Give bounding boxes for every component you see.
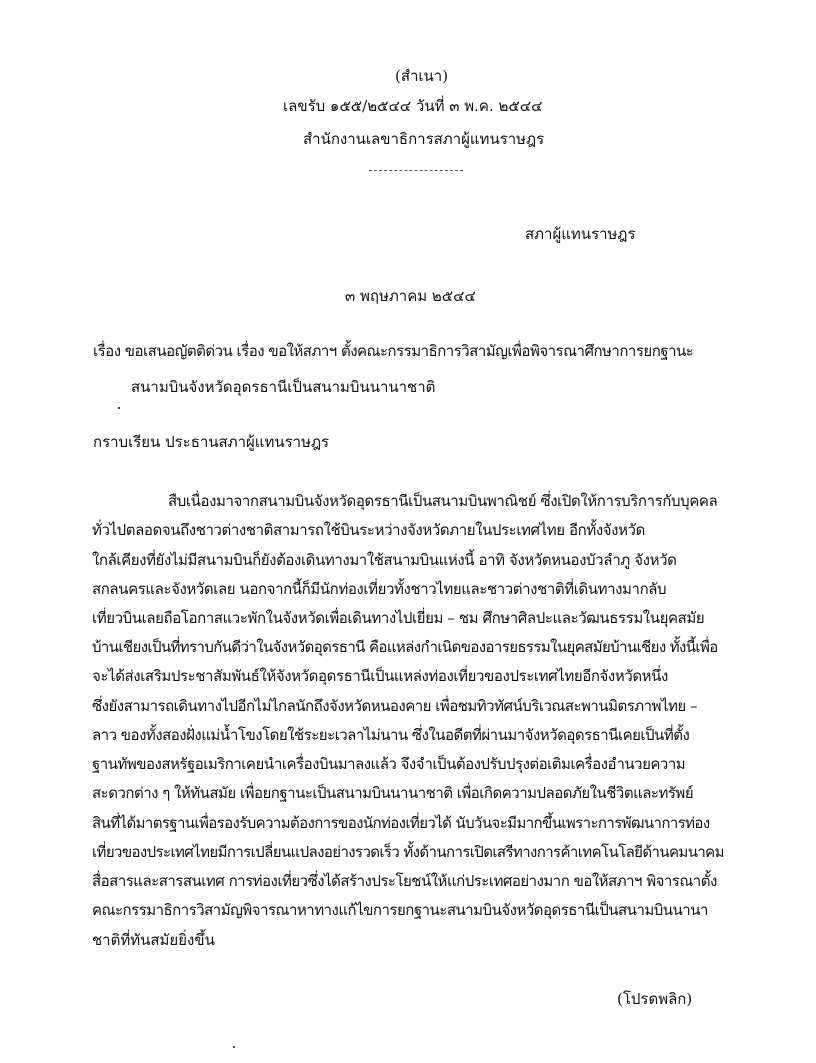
salutation: กราบเรียน ประธานสภาผู้แทนราษฎร — [93, 433, 330, 451]
body-line: คณะกรรมาธิการวิสามัญพิจารณาหาทางแก้ไขการยกฐานะสนามบินจังหวัดอุดรธานีเป็นสนามบินนานา — [92, 901, 708, 919]
body-line: สืบเนื่องมาจากสนามบินจังหวัดอุดรธานีเป็นสนามบินพาณิชย์ ซึ่งเปิดให้การบริการกับบุคคล — [168, 492, 718, 510]
document-date: ๓ พฤษภาคม ๒๕๔๔ — [345, 287, 476, 305]
receipt-line: เลขรับ ๑๕๕/๒๕๔๔ วันที่ ๓ พ.ค. ๒๕๔๔ — [283, 97, 543, 115]
body-line: เที่ยวของประเทศไทยมีการเปลี่ยนแปลงอย่างรวดเร็ว ทั้งด้านการเปิดเสรีทางการค้าเทคโนโลยีด้านคมนาคม — [92, 843, 724, 861]
subject-line-2: สนามบินจังหวัดอุดรธานีเป็นสนามบินนานาชาติ — [131, 378, 436, 396]
body-line: เที่ยวบินเลยถือโอกาสแวะพักในจังหวัดเพื่อเดินทางไปเยี่ยม – ชม ศึกษาศิลปะและวัฒนธรรมในยุคสมัย — [92, 609, 705, 627]
subject-line-1: เรื่อง ขอเสนอญัตติด่วน เรื่อง ขอให้สภาฯ ตั้งคณะกรรมาธิการวิสามัญเพื่อพิจารณาศึกษาการยกฐานะ — [93, 342, 694, 360]
body-line: ชาติที่ทันสมัยยิ่งขึ้น — [92, 931, 215, 949]
body-line: สกลนครและจังหวัดเลย นอกจากนี้ก็มีนักท่องเที่ยวทั้งชาวไทยและชาวต่างชาติที่เดินทางมากลับ — [92, 580, 667, 598]
sender: สภาผู้แทนราษฎร — [525, 225, 636, 243]
body-line: สะดวกต่าง ๆ ให้ทันสมัย เพื่อยกฐานะเป็นสนามบินนานาชาติ เพื่อเกิดความปลอดภัยในชีวิตและทรัพย์ — [92, 784, 694, 802]
copy-mark: (สำเนา) — [395, 67, 449, 85]
office-name: สำนักงานเลขาธิการสภาผู้แทนราษฎร — [303, 130, 545, 148]
body-line: ลาว ของทั้งสองฝั่งแม่น้ำโขงโดยใช้ระยะเวลาไม่นาน ซึ่งในอดีตที่ผ่านมาจังหวัดอุดรธานีเคยเป็นที่ตั้ง — [92, 726, 690, 744]
body-line: จะได้ส่งเสริมประชาสัมพันธ์ให้จังหวัดอุดรธานีเป็นแหล่งท่องเที่ยวของประเทศไทยอีกจังหวัดหนึ่ง — [92, 667, 668, 685]
scan-speck — [233, 1046, 235, 1048]
header-separator — [369, 170, 463, 171]
scan-speck — [118, 407, 120, 409]
body-line: บ้านเชียงเป็นที่ทราบกันดีว่าในจังหวัดอุดรธานี คือแหล่งกำเนิดของอารยธรรมในยุคสมัยบ้านเชียง ทั้งนี้เพื่อ — [92, 638, 718, 656]
body-line: สื่อสารและสารสนเทศ การท่องเที่ยวซึ่งได้สร้างประโยชน์ให้แก่ประเทศอย่างมาก ขอให้สภาฯ พิจารณาตั้ง — [92, 872, 717, 890]
body-line: สินที่ได้มาตรฐานเพื่อรองรับความต้องการของนักท่องเที่ยวได้ นับวันจะมีมากขึ้นเพราะการพัฒนาการท่อง — [92, 814, 710, 832]
page-turn-note: (โปรดพลิก) — [617, 990, 693, 1008]
body-line: ใกล้เคียงที่ยังไม่มีสนามบินก็ยังต้องเดินทางมาใช้สนามบินแห่งนี้ อาทิ จังหวัดหนองบัวลำภู จังหวัด — [92, 551, 677, 569]
body-line: ฐานทัพของสหรัฐอเมริกาเคยนำเครื่องบินมาลงแล้ว จึงจำเป็นต้องปรับปรุงต่อเติมเครื่องอำนวยความ — [92, 755, 686, 773]
body-line: ซึ่งยังสามารถเดินทางไปอีกไม่ไกลนักถึงจังหวัดหนองคาย เพื่อชมทิวทัศน์บริเวณสะพานมิตรภาพไทย – — [92, 697, 697, 715]
body-line: ทั่วไปตลอดจนถึงชาวต่างชาติสามารถใช้บินระหว่างจังหวัดภายในประเทศไทย อีกทั้งจังหวัด — [92, 521, 645, 539]
